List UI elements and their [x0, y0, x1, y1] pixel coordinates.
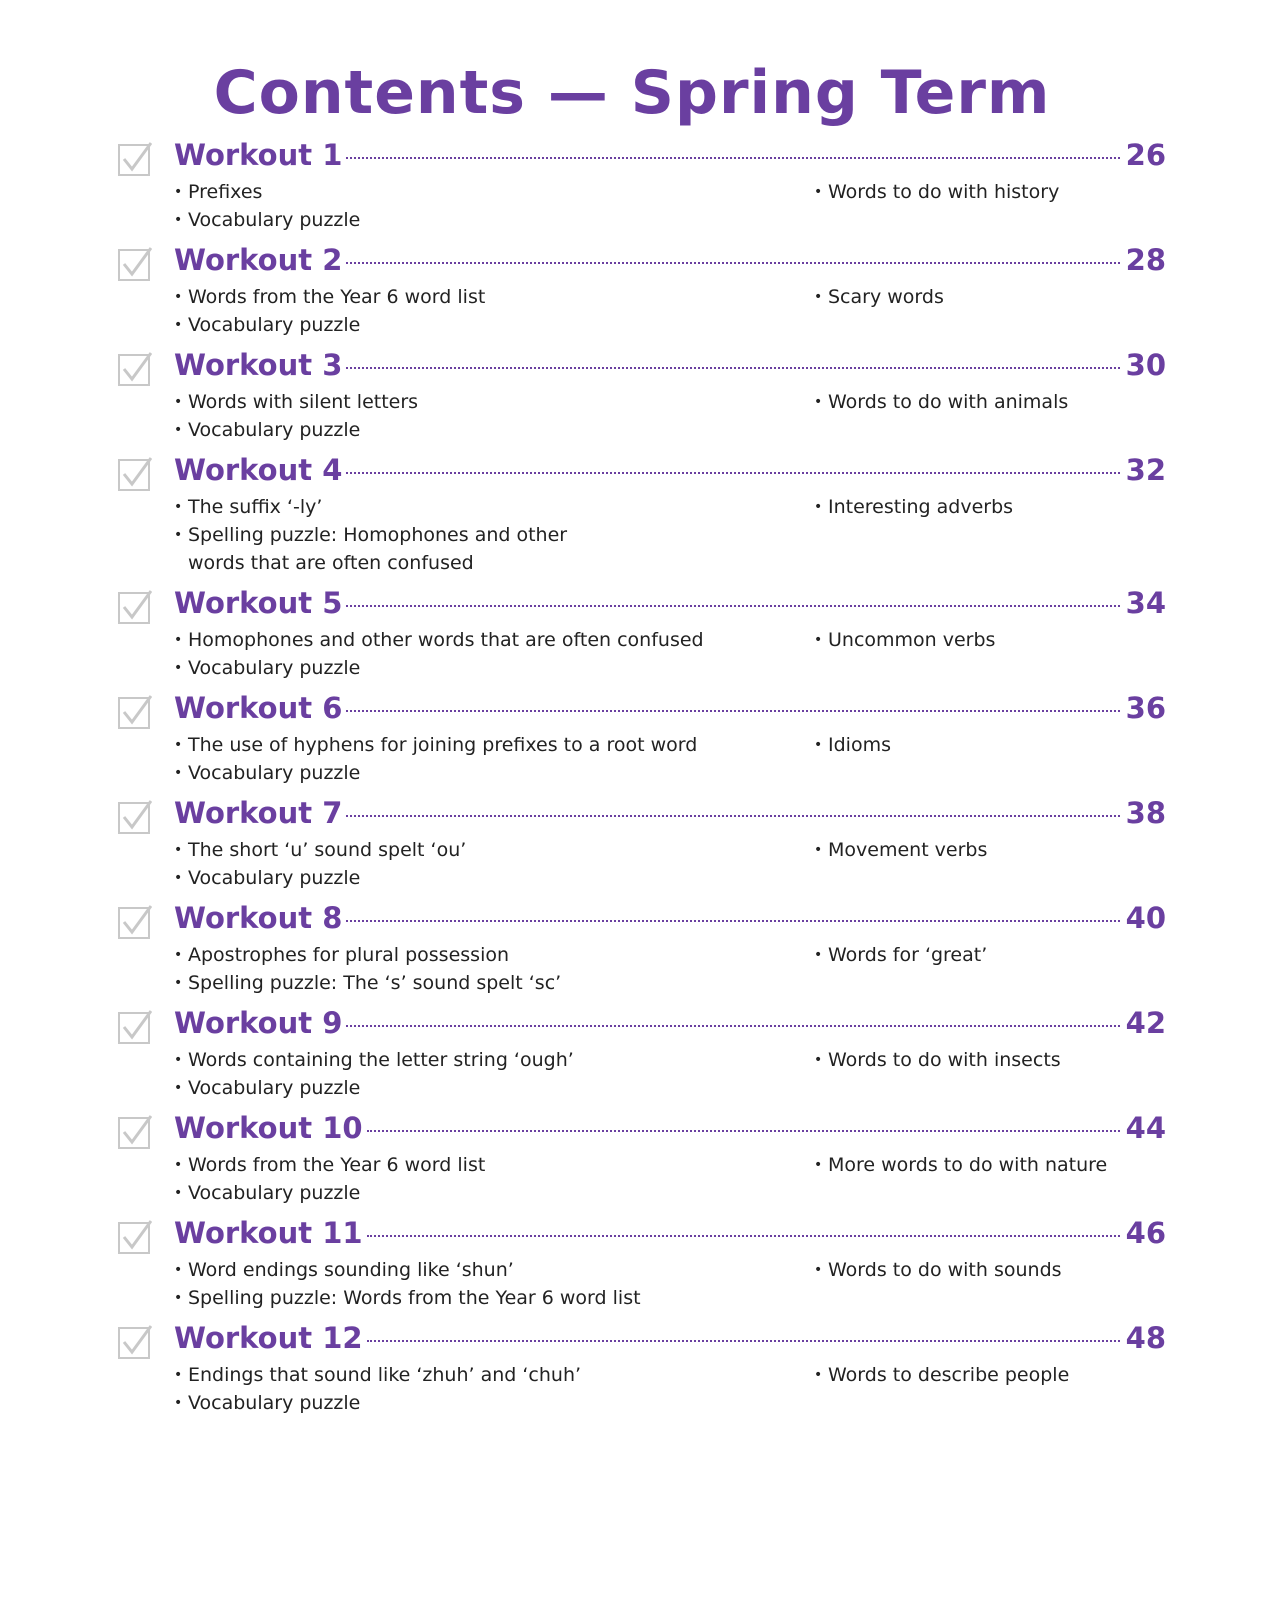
- contents-entry: [118, 586, 1166, 691]
- checkbox-tick-icon[interactable]: [118, 590, 152, 624]
- workout-title[interactable]: Workout 3: [174, 348, 343, 382]
- topic-item: • Vocabulary puzzle: [174, 1074, 734, 1102]
- dot-leader: [346, 605, 1119, 607]
- topic-item: • Idioms: [814, 731, 1214, 759]
- topic-item: • Apostrophes for plural possession: [174, 941, 734, 969]
- dot-leader: [367, 1340, 1120, 1342]
- topic-item: • Vocabulary puzzle: [174, 864, 734, 892]
- topic-item: • Vocabulary puzzle: [174, 311, 734, 339]
- page-number[interactable]: 36: [1125, 691, 1166, 725]
- workout-title[interactable]: Workout 8: [174, 901, 343, 935]
- contents-entry: [118, 796, 1166, 901]
- page-number[interactable]: 28: [1125, 243, 1166, 277]
- workout-title[interactable]: Workout 5: [174, 586, 343, 620]
- topic-item: • Homophones and other words that are often confused: [174, 626, 794, 654]
- dot-leader: [346, 710, 1119, 712]
- contents-entry: [118, 348, 1166, 453]
- topic-item: • Uncommon verbs: [814, 626, 1214, 654]
- contents-list: [118, 138, 1166, 1426]
- workout-title[interactable]: Workout 12: [174, 1321, 363, 1355]
- topic-item: • Interesting adverbs: [814, 493, 1214, 521]
- workout-title[interactable]: Workout 4: [174, 453, 343, 487]
- topic-item: • Vocabulary puzzle: [174, 206, 734, 234]
- topic-item: • Words from the Year 6 word list: [174, 283, 734, 311]
- checkbox-tick-icon[interactable]: [118, 247, 152, 281]
- contents-entry: [118, 138, 1166, 243]
- page-number[interactable]: 46: [1125, 1216, 1166, 1250]
- topic-item: • Words to do with history: [814, 178, 1214, 206]
- page-number[interactable]: 40: [1125, 901, 1166, 935]
- workout-title[interactable]: Workout 7: [174, 796, 343, 830]
- dot-leader: [367, 1235, 1120, 1237]
- topic-item: • Prefixes: [174, 178, 734, 206]
- topic-item: • Spelling puzzle: Homophones and other words that are often confused: [174, 521, 574, 577]
- page-number[interactable]: 32: [1125, 453, 1166, 487]
- topic-item: • Spelling puzzle: Words from the Year 6 word list: [174, 1284, 734, 1312]
- page-number[interactable]: 34: [1125, 586, 1166, 620]
- contents-entry: [118, 243, 1166, 348]
- topic-item: • Words from the Year 6 word list: [174, 1151, 734, 1179]
- topic-item: • Words for ‘great’: [814, 941, 1214, 969]
- contents-entry: [118, 691, 1166, 796]
- contents-entry: [118, 1111, 1166, 1216]
- topic-item: • The short ‘u’ sound spelt ‘ou’: [174, 836, 734, 864]
- checkbox-tick-icon[interactable]: [118, 142, 152, 176]
- topic-item: • More words to do with nature: [814, 1151, 1214, 1179]
- checkbox-tick-icon[interactable]: [118, 1010, 152, 1044]
- topic-item: • Words containing the letter string ‘ough’: [174, 1046, 734, 1074]
- topic-item: • Vocabulary puzzle: [174, 654, 794, 682]
- checkbox-tick-icon[interactable]: [118, 1220, 152, 1254]
- topic-item: • The use of hyphens for joining prefixes to a root word: [174, 731, 794, 759]
- checkbox-tick-icon[interactable]: [118, 800, 152, 834]
- workout-title[interactable]: Workout 2: [174, 243, 343, 277]
- dot-leader: [346, 472, 1119, 474]
- page-title: Contents — Spring Term: [213, 58, 1051, 128]
- topic-item: • Words to do with sounds: [814, 1256, 1214, 1284]
- topic-item: • Words with silent letters: [174, 388, 734, 416]
- checkbox-tick-icon[interactable]: [118, 905, 152, 939]
- topic-item: • The suffix ‘-ly’: [174, 493, 574, 521]
- topic-item: • Vocabulary puzzle: [174, 1389, 734, 1417]
- dot-leader: [346, 157, 1119, 159]
- workout-title[interactable]: Workout 10: [174, 1111, 363, 1145]
- topic-item: • Vocabulary puzzle: [174, 759, 794, 787]
- checkbox-tick-icon[interactable]: [118, 457, 152, 491]
- workout-title[interactable]: Workout 1: [174, 138, 343, 172]
- checkbox-tick-icon[interactable]: [118, 1325, 152, 1359]
- topic-item: • Words to do with insects: [814, 1046, 1214, 1074]
- topic-item: • Scary words: [814, 283, 1214, 311]
- page-number[interactable]: 38: [1125, 796, 1166, 830]
- topic-item: • Spelling puzzle: The ‘s’ sound spelt ‘sc’: [174, 969, 734, 997]
- dot-leader: [346, 920, 1119, 922]
- workout-title[interactable]: Workout 11: [174, 1216, 363, 1250]
- dot-leader: [346, 1025, 1119, 1027]
- dot-leader: [367, 1130, 1120, 1132]
- topic-item: • Vocabulary puzzle: [174, 416, 734, 444]
- page-number[interactable]: 42: [1125, 1006, 1166, 1040]
- dot-leader: [346, 815, 1119, 817]
- topic-item: • Movement verbs: [814, 836, 1214, 864]
- topic-item: • Words to describe people: [814, 1361, 1214, 1389]
- workout-title[interactable]: Workout 6: [174, 691, 343, 725]
- page-number[interactable]: 44: [1125, 1111, 1166, 1145]
- checkbox-tick-icon[interactable]: [118, 352, 152, 386]
- topic-item: • Words to do with animals: [814, 388, 1214, 416]
- checkbox-tick-icon[interactable]: [118, 695, 152, 729]
- dot-leader: [346, 262, 1119, 264]
- contents-entry: [118, 1006, 1166, 1111]
- topic-item: • Word endings sounding like ‘shun’: [174, 1256, 734, 1284]
- contents-entry: [118, 1216, 1166, 1321]
- page-number[interactable]: 30: [1125, 348, 1166, 382]
- page-number[interactable]: 48: [1125, 1321, 1166, 1355]
- dot-leader: [346, 367, 1119, 369]
- contents-entry: [118, 1321, 1166, 1426]
- topic-item: • Endings that sound like ‘zhuh’ and ‘chuh’: [174, 1361, 734, 1389]
- page-number[interactable]: 26: [1125, 138, 1166, 172]
- workout-title[interactable]: Workout 9: [174, 1006, 343, 1040]
- checkbox-tick-icon[interactable]: [118, 1115, 152, 1149]
- contents-entry: [118, 901, 1166, 1006]
- contents-entry: [118, 453, 1166, 586]
- topic-item: • Vocabulary puzzle: [174, 1179, 734, 1207]
